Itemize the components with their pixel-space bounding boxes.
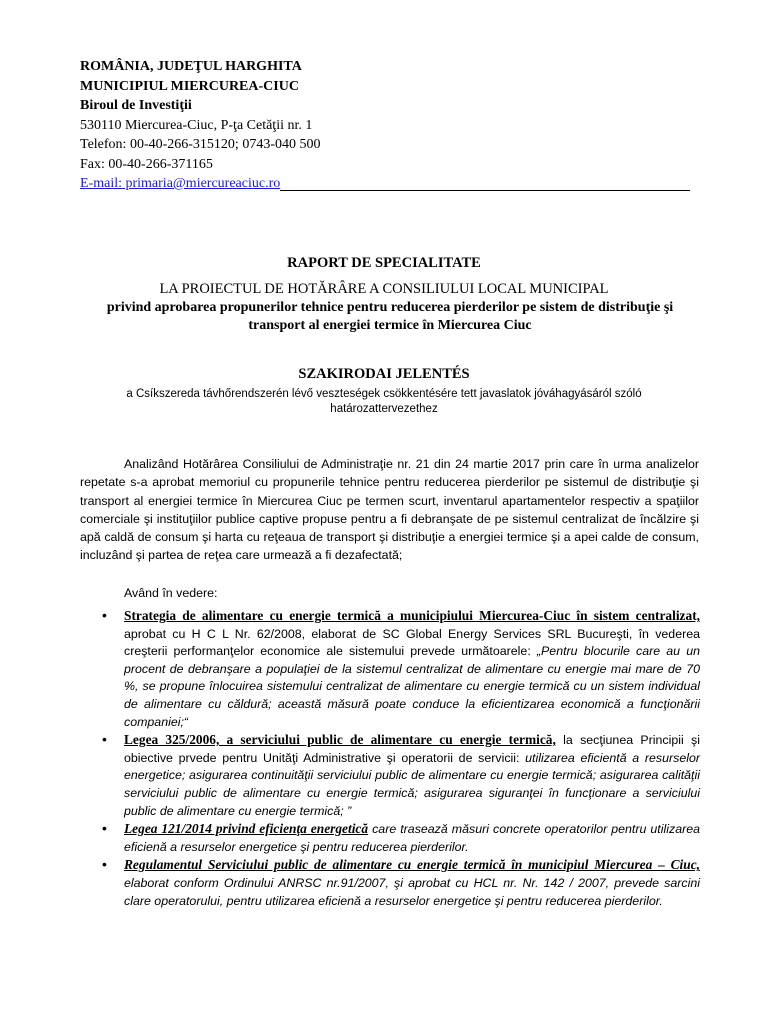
intro-paragraph (80, 455, 699, 565)
address: 530110 Miercurea-Ciuc, P-ţa Cetăţii nr. 1 (80, 117, 313, 133)
municipality: MUNICIPIUL MIERCUREA-CIUC (80, 78, 299, 94)
bullet-icon: • (102, 820, 107, 837)
item-title: Legea 325/2006, a serviciului public de alimentare cu energie termică, (124, 732, 556, 748)
report-title: RAPORT DE SPECIALITATE (287, 255, 481, 271)
item-quote: elaborat conform Ordinului ANRSC nr.91/2007, şi aprobat cu HCL nr. Nr. 142 / 2007, prevede sarcini clare operatorului, pentru utilizarea eficienă a resurselor energetice şi pentru reducerea pierderilor. (124, 875, 700, 908)
country-county: ROMÂNIA, JUDEŢUL HARGHITA (80, 59, 302, 74)
bullet-icon: • (102, 856, 107, 873)
list-item (80, 820, 700, 856)
list-item (80, 731, 700, 820)
email-row (80, 174, 720, 193)
considerations-list (80, 607, 700, 910)
fax: Fax: 00-40-266-371165 (80, 156, 213, 172)
item-text: aprobat cu H C L Nr. 62/2008, elaborat de SC Global Energy Services SRL Bucureşti, în vederea creşterii performanţelor economice ale sistemului prevede următoarele: (124, 626, 700, 659)
bullet-icon: • (102, 731, 107, 748)
list-item (80, 856, 700, 910)
item-quote: care trasează măsuri concrete operatorilor pentru utilizarea eficienă a resurselor energetice şi pentru reducerea pierderilor. (124, 822, 700, 854)
phone: Telefon: 00-40-266-315120; 0743-040 500 (80, 137, 321, 152)
project-title: LA PROIECTUL DE HOTĂRÂRE A CONSILIULUI LOCAL MUNICIPAL (159, 281, 609, 297)
item-quote: utilizarea eficientă a resurselor energetice; asigurarea continuităţii serviciului public de alimentare cu energie termică; asigurarea calităţii serviciului public de alimentare cu energie termică; asigurarea siguranţei în funcţionare a serviciului public de alimentare cu energie termică; ” (124, 750, 700, 818)
item-title: Legea 121/2014 privind eficienţa energetică (124, 821, 369, 837)
email-link[interactable]: E-mail: primaria@miercureaciuc.ro (80, 176, 281, 191)
subject-title: privind aprobarea propunerilor tehnice pentru reducerea pierderilor pe sistem de distribuţie şi transport al energiei termice în Miercurea Ciuc (106, 300, 674, 333)
hungarian-title: SZAKIRODAI JELENTÉS (298, 366, 470, 382)
hungarian-subject: a Csíkszereda távhőrendszerén lévő veszteségek csökkentésére tett javaslatok jóváhagyásáról szóló határozattervezethez (126, 388, 642, 415)
intro-text: Analizând Hotărârea Consiliului de Administraţie nr. 21 din 24 martie 2017 prin care în urma analizelor repetate s-a aprobat memoriul cu propunerile tehnice pentru reducerea pierderilor pe sistemul de distribuţie şi transport al energiei termice în Miercurea Ciuc pe termen scurt, inventarul apartamentelor respectiv a spaţiilor comerciale şi instituţiilor publice captive propuse pentru a fi debranşate de pe sistemul centralizat de încălzire şi apă caldă de consum şi harta cu reţeaua de transport şi distribuţie a energiei termice şi a apei calde de consum, incluzând şi partea de reţea care urmează a fi dezafectată; (80, 457, 699, 563)
item-title: Regulamentul Serviciului public de alimentare cu energie termică în municipiul Miercurea – Ciuc, (124, 857, 700, 873)
bullet-icon: • (102, 607, 107, 623)
office: Biroul de Investiţii (80, 98, 192, 113)
considering-label: Având în vedere: (124, 586, 218, 600)
letterhead (80, 57, 720, 193)
item-quote: „Pentru blocurile care au un procent de debranşare a populaţiei de la sistemul centralizat de alimentare cu energie mai mare de 70 %, se propune înlocuirea sistemului centralizat de alimentare cu energie termică cu un sistem individual de alimentare cu căldură; această măsură poate conduce la eficientizarea economică a funcţionării companiei;“ (124, 644, 700, 729)
list-item (80, 607, 700, 731)
item-text: la secţiunea Principii şi obiective prvede pentru Unităţi Administrative şi operatorii de servicii: (124, 733, 700, 765)
item-title: Strategia de alimentare cu energie termică a municipiului Miercurea-Ciuc în sistem centralizat, (124, 608, 700, 623)
